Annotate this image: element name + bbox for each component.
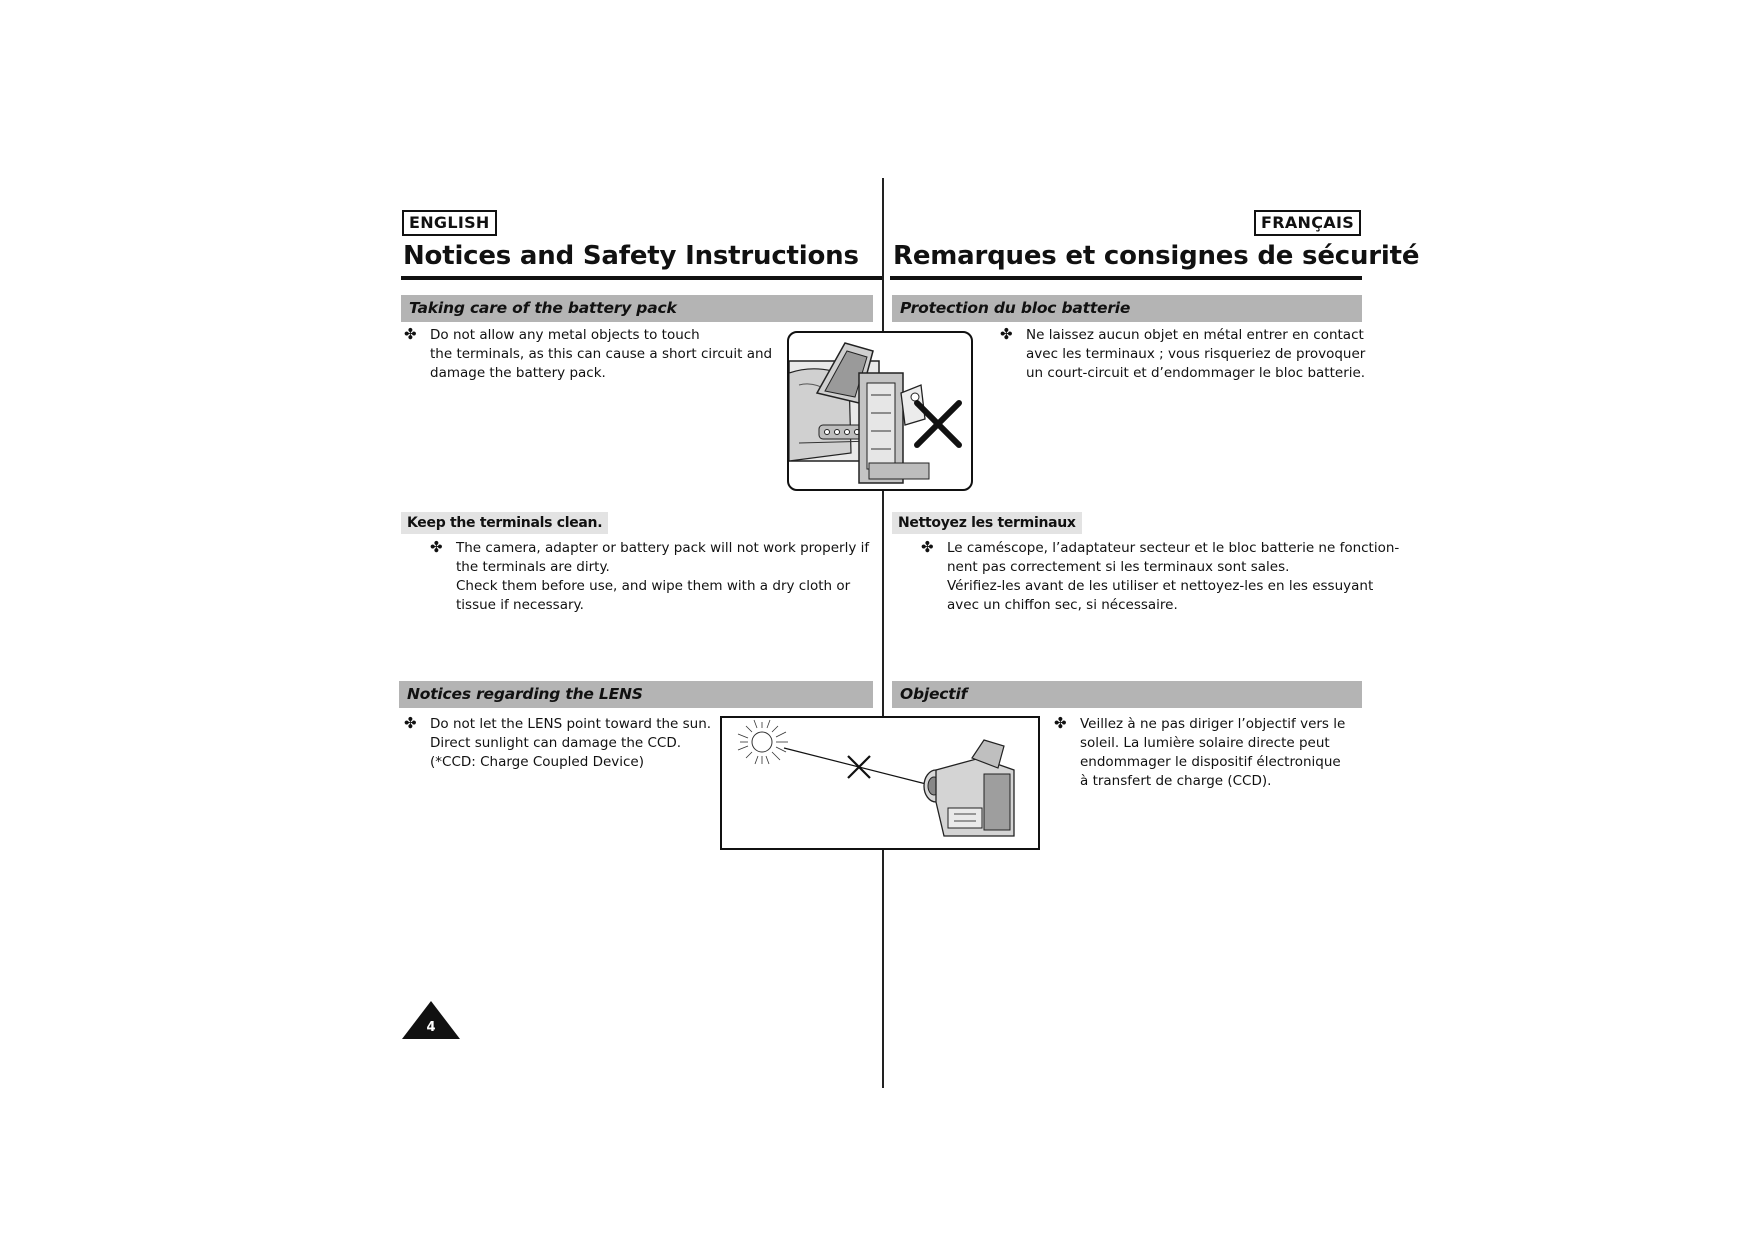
lens-bullet-english: ✤ Do not let the LENS point toward the sun. Direct sunlight can damage the CCD. (*CCD: Charge Coupled Device) xyxy=(404,714,712,770)
subheading-terminals-english: Keep the terminals clean. xyxy=(401,512,608,534)
page-title-french: Remarques et consignes de sécurité xyxy=(893,241,1420,271)
section-heading-battery-english: Taking care of the battery pack xyxy=(401,295,873,322)
bullet-icon: ✤ xyxy=(430,538,443,556)
sun-lens-illustration-icon xyxy=(722,718,1038,848)
bullet-icon: ✤ xyxy=(404,714,417,732)
page-title-english: Notices and Safety Instructions xyxy=(403,241,859,271)
terminals-bullet-french: ✤ Le caméscope, l’adaptateur secteur et le bloc batterie ne fonction- nent pas correctement si les terminaux sont sales. Vérifiez-les avant de les utiliser et nettoyez-les en les essuyant avec un chiffon sec, si nécessaire. xyxy=(921,538,1400,613)
battery-bullet-french: ✤ Ne laissez aucun objet en métal entrer en contact avec les terminaux ; vous risqueriez de provoquer un court-circuit et d’endommager le bloc batterie. xyxy=(1000,325,1366,381)
bullet-icon: ✤ xyxy=(1000,325,1013,343)
section-heading-battery-french: Protection du bloc batterie xyxy=(892,295,1362,322)
page-number: 4 xyxy=(426,1020,436,1035)
terminals-bullet-english: ✤ The camera, adapter or battery pack will not work properly if the terminals are dirty. Check them before use, and wipe them with a dry cloth or tissue if necessary. xyxy=(430,538,870,613)
subheading-terminals-french: Nettoyez les terminaux xyxy=(892,512,1082,534)
sun-lens-illustration xyxy=(720,716,1040,850)
french-language-label: FRANÇAIS xyxy=(1254,210,1361,236)
section-heading-lens-english: Notices regarding the LENS xyxy=(399,681,873,708)
bullet-icon: ✤ xyxy=(1054,714,1067,732)
title-rule-french xyxy=(890,276,1362,280)
column-divider xyxy=(882,178,884,1088)
bullet-icon: ✤ xyxy=(921,538,934,556)
english-language-label: ENGLISH xyxy=(402,210,497,236)
battery-bullet-english: ✤ Do not allow any metal objects to touch the terminals, as this can cause a short circuit and damage the battery pack. xyxy=(404,325,773,381)
lens-bullet-french: ✤ Veillez à ne pas diriger l’objectif vers le soleil. La lumière solaire directe peut endommager le dispositif électronique à transfert de charge (CCD). xyxy=(1054,714,1346,789)
bullet-icon: ✤ xyxy=(404,325,417,343)
battery-illustration xyxy=(787,331,973,491)
title-rule-english xyxy=(401,276,882,280)
section-heading-lens-french: Objectif xyxy=(892,681,1362,708)
battery-illustration-icon xyxy=(789,333,971,489)
